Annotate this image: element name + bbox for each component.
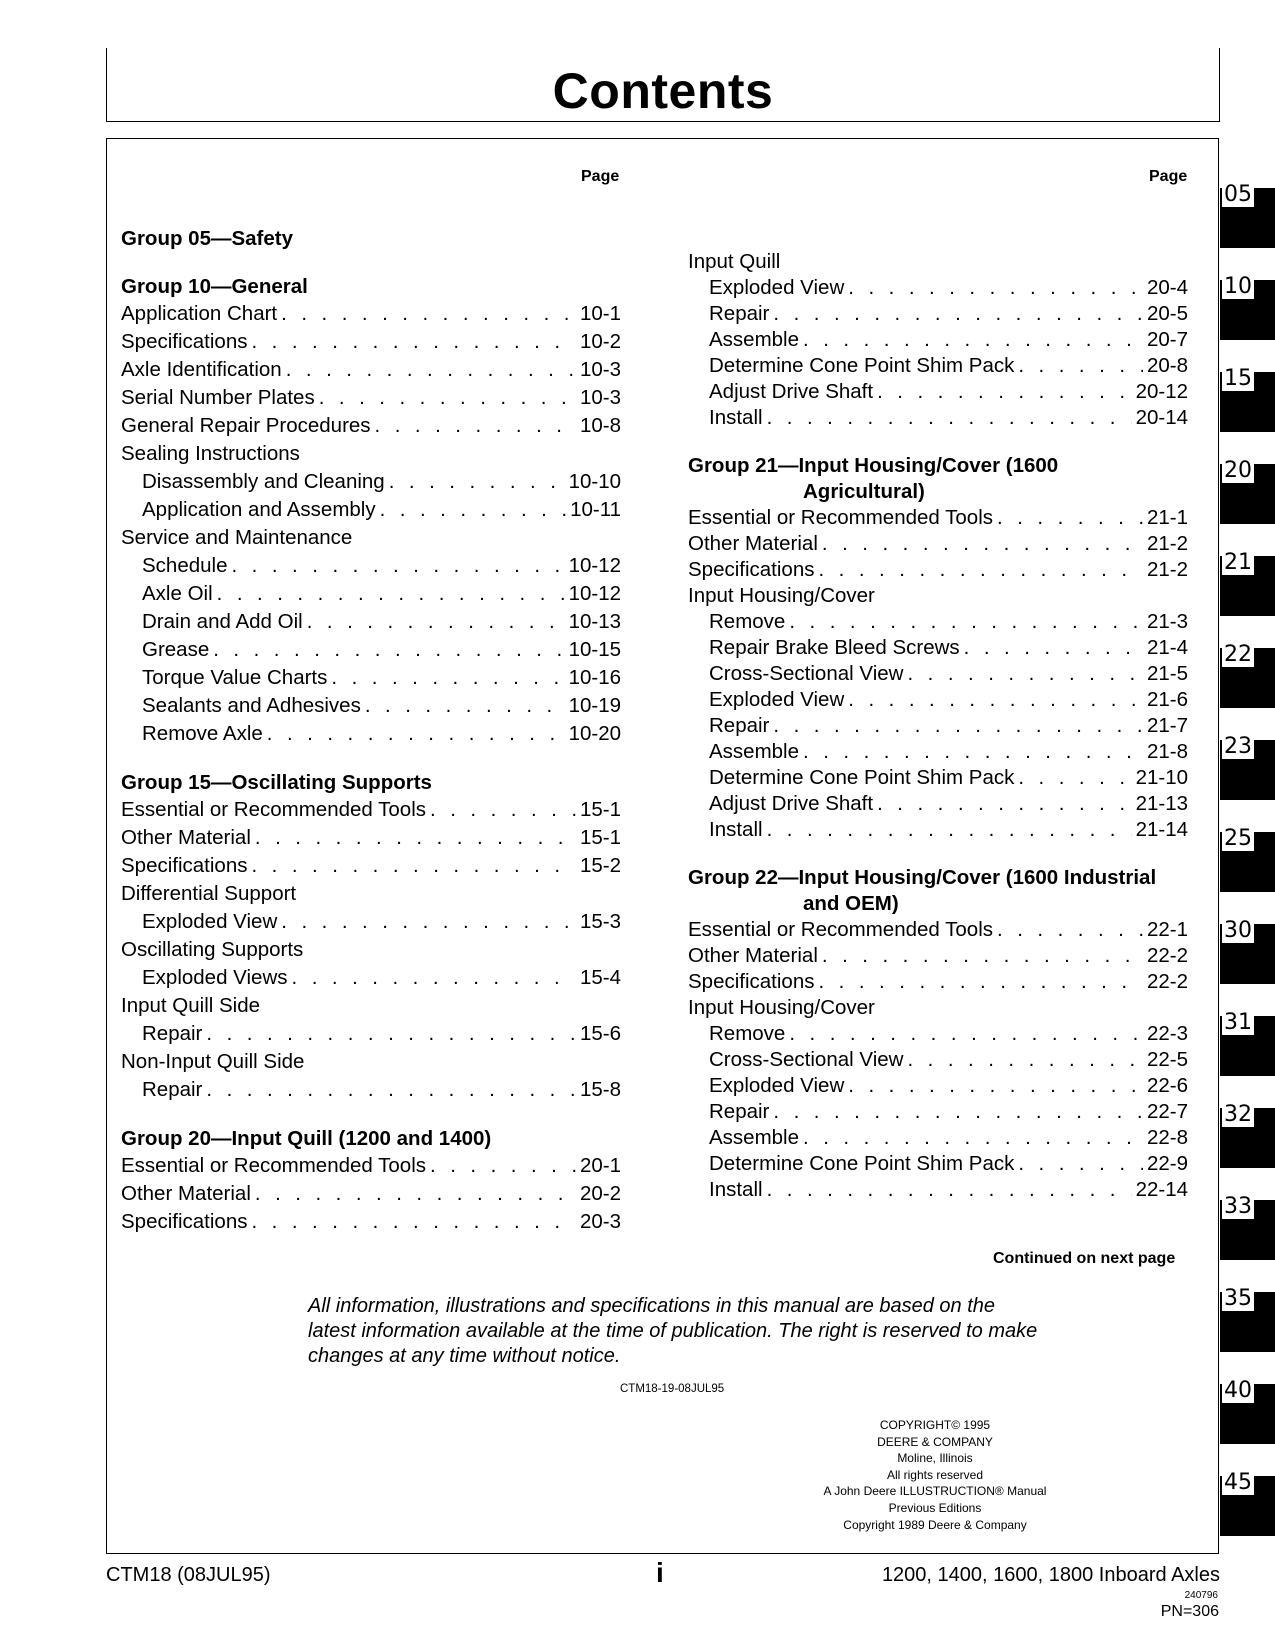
dot-leader	[281, 908, 576, 936]
toc-entry-page: 15-3	[579, 910, 621, 933]
toc-entry	[688, 301, 1188, 327]
toc-entry-label: Determine Cone Point Shim Pack	[709, 354, 1015, 377]
group-title-continued: and OEM)	[803, 892, 899, 915]
dot-leader	[292, 964, 576, 992]
footer-manual-title: 1200, 1400, 1600, 1800 Inboard Axles	[881, 1564, 1220, 1586]
dot-leader	[255, 824, 576, 852]
toc-entry	[688, 1099, 1188, 1125]
toc-entry-label: Exploded View	[709, 688, 845, 711]
section-tab	[1220, 1378, 1275, 1444]
toc-entry-page: 21-8	[1146, 740, 1188, 763]
toc-entry	[688, 405, 1188, 431]
section-tab-label: 22	[1224, 642, 1252, 667]
dot-leader	[281, 300, 576, 328]
toc-entry-page: 10-2	[579, 330, 621, 353]
section-tab-label: 40	[1224, 1378, 1252, 1403]
dot-leader	[251, 328, 575, 356]
copyright-line: All rights reserved	[886, 1467, 984, 1482]
toc-entry-label: General Repair Procedures	[121, 414, 371, 437]
toc-entry-label: Repair	[142, 1022, 203, 1045]
toc-entry-label: Exploded View	[709, 276, 845, 299]
toc-entry	[688, 1021, 1188, 1047]
toc-entry-page: 22-2	[1146, 944, 1188, 967]
toc-entry	[688, 661, 1188, 687]
continued-note: Continued on next page	[993, 1250, 1176, 1267]
toc-entry	[121, 496, 621, 524]
toc-entry-page: 10-19	[568, 694, 621, 717]
group-title: Group 20—Input Quill (1200 and 1400)	[121, 1127, 492, 1150]
toc-entry-page: 20-1	[579, 1154, 621, 1177]
dot-leader	[964, 635, 1143, 661]
toc-entry-page: 22-9	[1146, 1152, 1188, 1175]
toc-entry	[688, 275, 1188, 301]
toc-entry-label: Repair	[709, 1100, 770, 1123]
dot-leader	[877, 379, 1131, 405]
copyright-line: Copyright 1989 Deere & Company	[843, 1517, 1027, 1532]
group-heading	[121, 770, 621, 796]
toc-entry	[688, 1073, 1188, 1099]
footer-pn: PN=306	[1160, 1603, 1219, 1620]
group-title: Group 10—General	[121, 275, 308, 298]
toc-entry-label: Assemble	[709, 1126, 800, 1149]
dot-leader	[877, 791, 1131, 817]
toc-entry-label: Remove Axle	[142, 722, 263, 745]
dot-leader	[1018, 1151, 1143, 1177]
toc-entry-label: Schedule	[142, 554, 228, 577]
toc-entry-label: Determine Cone Point Shim Pack	[709, 1152, 1015, 1175]
section-tab-label: 32	[1224, 1102, 1252, 1127]
toc-entry-page: 10-20	[568, 722, 621, 745]
toc-entry-label: Repair	[709, 714, 770, 737]
toc-entry-page: 20-7	[1146, 328, 1188, 351]
group-heading	[688, 453, 1188, 505]
dot-leader	[430, 796, 576, 824]
toc-entry	[688, 765, 1188, 791]
toc-entry	[688, 791, 1188, 817]
section-tab-label: 21	[1224, 550, 1252, 575]
footer-page-number: i	[656, 1557, 664, 1588]
toc-entry	[121, 1180, 621, 1208]
toc-entry-page: 10-3	[579, 358, 621, 381]
toc-entry-page: 21-2	[1146, 532, 1188, 555]
toc-entry-label: Assemble	[709, 740, 800, 763]
toc-entry	[688, 687, 1188, 713]
toc-entry-page: 22-6	[1146, 1074, 1188, 1097]
section-tab-label: 23	[1224, 734, 1252, 759]
copyright-line: DEERE & COMPANY	[877, 1434, 993, 1449]
dot-leader	[907, 1047, 1143, 1073]
toc-entry	[121, 796, 621, 824]
toc-entry-page: 20-3	[579, 1210, 621, 1233]
toc-entry-page: 10-12	[568, 582, 621, 605]
section-tab	[1220, 918, 1275, 984]
toc-entry-label: Exploded Views	[142, 966, 288, 989]
toc-entry-page: 10-10	[568, 470, 621, 493]
footer-code: 240796	[1184, 1590, 1218, 1601]
toc-entry-label: Essential or Recommended Tools	[121, 1154, 426, 1177]
section-tab	[1220, 734, 1275, 800]
toc-entry	[121, 384, 621, 412]
toc-entry-label: Specifications	[688, 558, 815, 581]
dot-leader	[319, 384, 576, 412]
toc-entry	[688, 917, 1188, 943]
toc-subheading: Oscillating Supports	[121, 938, 304, 961]
section-tab	[1220, 182, 1275, 248]
toc-entry	[121, 720, 621, 748]
toc-entry-label: Install	[709, 406, 763, 429]
toc-entry	[688, 505, 1188, 531]
toc-entry	[688, 557, 1188, 583]
toc-entry-page: 22-2	[1146, 970, 1188, 993]
dot-leader	[773, 1099, 1143, 1125]
dot-leader	[430, 1152, 576, 1180]
toc-entry	[121, 852, 621, 880]
toc-entry	[688, 353, 1188, 379]
toc-entry	[688, 713, 1188, 739]
toc-entry	[688, 327, 1188, 353]
toc-entry-label: Specifications	[688, 970, 815, 993]
toc-entry-page: 21-13	[1135, 792, 1188, 815]
section-tab	[1220, 458, 1275, 524]
toc-entry-page: 22-1	[1146, 918, 1188, 941]
toc-entry-label: Repair	[142, 1078, 203, 1101]
toc-entry-label: Install	[709, 1178, 763, 1201]
toc-entry	[121, 964, 621, 992]
toc-entry-page: 15-4	[579, 966, 621, 989]
toc-entry-page: 21-1	[1146, 506, 1188, 529]
toc-subheading: Input Housing/Cover	[688, 584, 875, 607]
section-tab	[1220, 826, 1275, 892]
dot-leader	[375, 412, 576, 440]
toc-entry	[688, 379, 1188, 405]
dot-leader	[848, 1073, 1143, 1099]
toc-entry-label: Other Material	[121, 1182, 251, 1205]
copyright-block	[790, 1417, 1080, 1533]
toc-entry-page: 10-8	[579, 414, 621, 437]
dot-leader	[818, 969, 1142, 995]
toc-entry	[121, 1152, 621, 1180]
toc-entry-label: Application Chart	[121, 302, 278, 325]
toc-entry-label: Exploded View	[709, 1074, 845, 1097]
section-tab-label: 10	[1224, 274, 1252, 299]
toc-entry-page: 15-2	[579, 854, 621, 877]
section-tab	[1220, 1470, 1275, 1536]
toc-entry-page: 10-13	[568, 610, 621, 633]
toc-entry-page: 20-14	[1135, 406, 1188, 429]
toc-entry-page: 21-14	[1135, 818, 1188, 841]
section-tab	[1220, 1194, 1275, 1260]
toc-entry-page: 22-8	[1146, 1126, 1188, 1149]
toc-entry	[121, 1020, 621, 1048]
toc-entry-label: Other Material	[121, 826, 251, 849]
section-tab	[1220, 1102, 1275, 1168]
group-title: Group 15—Oscillating Supports	[121, 771, 432, 794]
copyright-line: Previous Editions	[888, 1500, 982, 1515]
group-title-continued: Agricultural)	[803, 480, 925, 503]
toc-entry	[121, 692, 621, 720]
toc-entry-page: 20-5	[1146, 302, 1188, 325]
toc-entry	[688, 1177, 1188, 1203]
toc-entry-label: Essential or Recommended Tools	[688, 918, 993, 941]
toc-entry	[688, 943, 1188, 969]
toc-entry-label: Essential or Recommended Tools	[121, 798, 426, 821]
toc-entry-label: Remove	[709, 610, 786, 633]
toc-entry	[121, 664, 621, 692]
disclaimer: All information, illustrations and specifications in this manual are based on the latest information available at the time of publication. The right is reserved to make changes at any time without notice.	[308, 1295, 1038, 1367]
copyright-line: A John Deere ILLUSTRUCTION® Manual	[823, 1484, 1047, 1499]
toc-entry-label: Cross-Sectional View	[709, 1048, 904, 1071]
toc-entry	[121, 468, 621, 496]
section-tabs	[1220, 182, 1275, 1568]
group-heading	[121, 274, 621, 300]
toc-entry-label: Remove	[709, 1022, 786, 1045]
toc-entry-page: 10-15	[568, 638, 621, 661]
toc-entry-label: Disassembly and Cleaning	[142, 470, 385, 493]
section-tab-label: 45	[1224, 1470, 1252, 1495]
toc-entry-label: Drain and Add Oil	[142, 610, 303, 633]
toc-entry-page: 21-4	[1146, 636, 1188, 659]
section-tab-label: 31	[1224, 1010, 1252, 1035]
toc-left-column	[121, 226, 621, 1236]
toc-entry	[688, 1125, 1188, 1151]
toc-entry-page: 20-8	[1146, 354, 1188, 377]
dot-leader	[822, 943, 1143, 969]
dot-leader	[286, 356, 576, 384]
section-tab	[1220, 550, 1275, 616]
dot-leader	[789, 609, 1143, 635]
toc-entry-page: 21-10	[1135, 766, 1188, 789]
toc-entry-page: 15-8	[579, 1078, 621, 1101]
section-tab-label: 33	[1224, 1194, 1252, 1219]
toc-entry-label: Serial Number Plates	[121, 386, 315, 409]
toc-entry	[688, 635, 1188, 661]
dot-leader	[206, 1076, 576, 1104]
toc-entry	[121, 908, 621, 936]
section-tab	[1220, 1286, 1275, 1352]
dot-leader	[818, 557, 1142, 583]
dot-leader	[767, 1177, 1132, 1203]
toc-entry	[121, 356, 621, 384]
toc-subheading: Service and Maintenance	[121, 526, 353, 549]
dot-leader	[251, 852, 575, 880]
toc-entry-page: 21-6	[1146, 688, 1188, 711]
toc-entry-label: Specifications	[121, 854, 248, 877]
toc-right-column	[688, 249, 1188, 1203]
toc-entry-page: 20-12	[1135, 380, 1188, 403]
toc-entry	[121, 412, 621, 440]
toc-entry-page: 21-2	[1146, 558, 1188, 581]
dot-leader	[997, 917, 1143, 943]
toc-entry-page: 15-1	[579, 826, 621, 849]
toc-entry	[121, 636, 621, 664]
toc-entry-page: 15-6	[579, 1022, 621, 1045]
toc-entry-page: 22-5	[1146, 1048, 1188, 1071]
toc-entry-page: 10-1	[579, 302, 621, 325]
toc-entry-label: Axle Oil	[142, 582, 213, 605]
toc-entry-page: 10-11	[570, 498, 621, 521]
dot-leader	[1018, 353, 1143, 379]
section-tab-label: 05	[1224, 182, 1252, 207]
dot-leader	[267, 720, 565, 748]
toc-entry-label: Other Material	[688, 532, 818, 555]
toc-entry-page: 21-5	[1146, 662, 1188, 685]
toc-entry-label: Repair Brake Bleed Screws	[709, 636, 960, 659]
toc-subheading: Non-Input Quill Side	[121, 1050, 305, 1073]
toc-entry	[688, 969, 1188, 995]
section-tab-label: 15	[1224, 366, 1252, 391]
dot-leader	[380, 496, 566, 524]
toc-entry	[688, 817, 1188, 843]
dot-leader	[848, 687, 1143, 713]
dot-leader	[217, 580, 565, 608]
toc-entry-label: Specifications	[121, 1210, 248, 1233]
toc-entry	[121, 1208, 621, 1236]
copyright-line: COPYRIGHT© 1995	[879, 1418, 991, 1432]
toc-entry-label: Sealants and Adhesives	[142, 694, 361, 717]
toc-entry	[121, 1076, 621, 1104]
toc-entry	[121, 300, 621, 328]
toc-entry-label: Repair	[709, 302, 770, 325]
toc-entry	[688, 1151, 1188, 1177]
dot-leader	[773, 301, 1143, 327]
toc-subheading: Input Housing/Cover	[688, 996, 875, 1019]
toc-entry-label: Assemble	[709, 328, 800, 351]
toc-entry-page: 20-4	[1146, 276, 1188, 299]
toc-entry-page: 10-16	[568, 666, 621, 689]
toc-entry	[688, 531, 1188, 557]
toc-entry	[121, 552, 621, 580]
header-rule-bottom	[106, 121, 1220, 122]
toc-entry-page: 15-1	[579, 798, 621, 821]
section-tab-label: 35	[1224, 1286, 1252, 1311]
dot-leader	[803, 327, 1143, 353]
dot-leader	[803, 739, 1143, 765]
dot-leader	[251, 1208, 575, 1236]
toc-entry-label: Axle Identification	[121, 358, 282, 381]
footer-manual-id: CTM18 (08JUL95)	[106, 1564, 271, 1586]
toc-entry-label: Adjust Drive Shaft	[709, 380, 874, 403]
dot-leader	[213, 636, 564, 664]
toc-entry-label: Application and Assembly	[142, 498, 376, 521]
toc-entry-label: Essential or Recommended Tools	[688, 506, 993, 529]
toc-entry-label: Specifications	[121, 330, 248, 353]
toc-entry-page: 10-12	[568, 554, 621, 577]
toc-entry-label: Cross-Sectional View	[709, 662, 904, 685]
dot-leader	[1018, 765, 1131, 791]
toc-entry-page: 10-3	[579, 386, 621, 409]
toc-entry	[121, 824, 621, 852]
page-column-header-left: Page	[581, 168, 620, 185]
group-title: Group 05—Safety	[121, 227, 294, 250]
page-column-header-right: Page	[1149, 168, 1188, 185]
toc-entry-label: Torque Value Charts	[142, 666, 328, 689]
group-title: Group 21—Input Housing/Cover (1600	[688, 454, 1059, 477]
section-tab	[1220, 1010, 1275, 1076]
dot-leader	[803, 1125, 1143, 1151]
section-tab-label: 25	[1224, 826, 1252, 851]
toc-entry-label: Exploded View	[142, 910, 278, 933]
toc-entry	[121, 328, 621, 356]
dot-leader	[773, 713, 1143, 739]
toc-entry-page: 21-7	[1146, 714, 1188, 737]
section-tab	[1220, 274, 1275, 340]
toc-entry-page: 21-3	[1146, 610, 1188, 633]
toc-entry-page: 22-3	[1146, 1022, 1188, 1045]
group-title: Group 22—Input Housing/Cover (1600 Industrial	[688, 866, 1157, 889]
toc-entry-label: Determine Cone Point Shim Pack	[709, 766, 1015, 789]
dot-leader	[389, 468, 565, 496]
document-code: CTM18-19-08JUL95	[620, 1383, 725, 1395]
group-heading	[121, 1126, 621, 1152]
toc-subheading: Differential Support	[121, 882, 297, 905]
dot-leader	[848, 275, 1143, 301]
toc-entry	[121, 580, 621, 608]
dot-leader	[997, 505, 1143, 531]
toc-entry-label: Adjust Drive Shaft	[709, 792, 874, 815]
dot-leader	[307, 608, 565, 636]
dot-leader	[206, 1020, 576, 1048]
toc-entry	[688, 739, 1188, 765]
toc-entry	[688, 1047, 1188, 1073]
toc-entry	[688, 609, 1188, 635]
dot-leader	[231, 552, 564, 580]
section-tab	[1220, 642, 1275, 708]
group-heading	[688, 865, 1188, 917]
toc-subheading: Input Quill Side	[121, 994, 261, 1017]
toc-entry-page: 20-2	[579, 1182, 621, 1205]
dot-leader	[255, 1180, 576, 1208]
page-title: Contents	[552, 63, 774, 119]
toc-entry-label: Install	[709, 818, 763, 841]
section-tab-label: 20	[1224, 458, 1252, 483]
toc-subheading: Input Quill	[688, 250, 781, 273]
toc-entry-label: Other Material	[688, 944, 818, 967]
toc-entry-label: Grease	[142, 638, 210, 661]
dot-leader	[365, 692, 565, 720]
copyright-line: Moline, Illinois	[897, 1451, 973, 1466]
dot-leader	[767, 817, 1132, 843]
dot-leader	[789, 1021, 1143, 1047]
dot-leader	[331, 664, 564, 692]
toc-entry	[121, 608, 621, 636]
toc-entry-page: 22-14	[1135, 1178, 1188, 1201]
dot-leader	[907, 661, 1143, 687]
dot-leader	[822, 531, 1143, 557]
group-heading	[121, 226, 621, 252]
section-tab-label: 30	[1224, 918, 1252, 943]
toc-entry-page: 22-7	[1146, 1100, 1188, 1123]
dot-leader	[767, 405, 1132, 431]
toc-subheading: Sealing Instructions	[121, 442, 300, 465]
section-tab	[1220, 366, 1275, 432]
